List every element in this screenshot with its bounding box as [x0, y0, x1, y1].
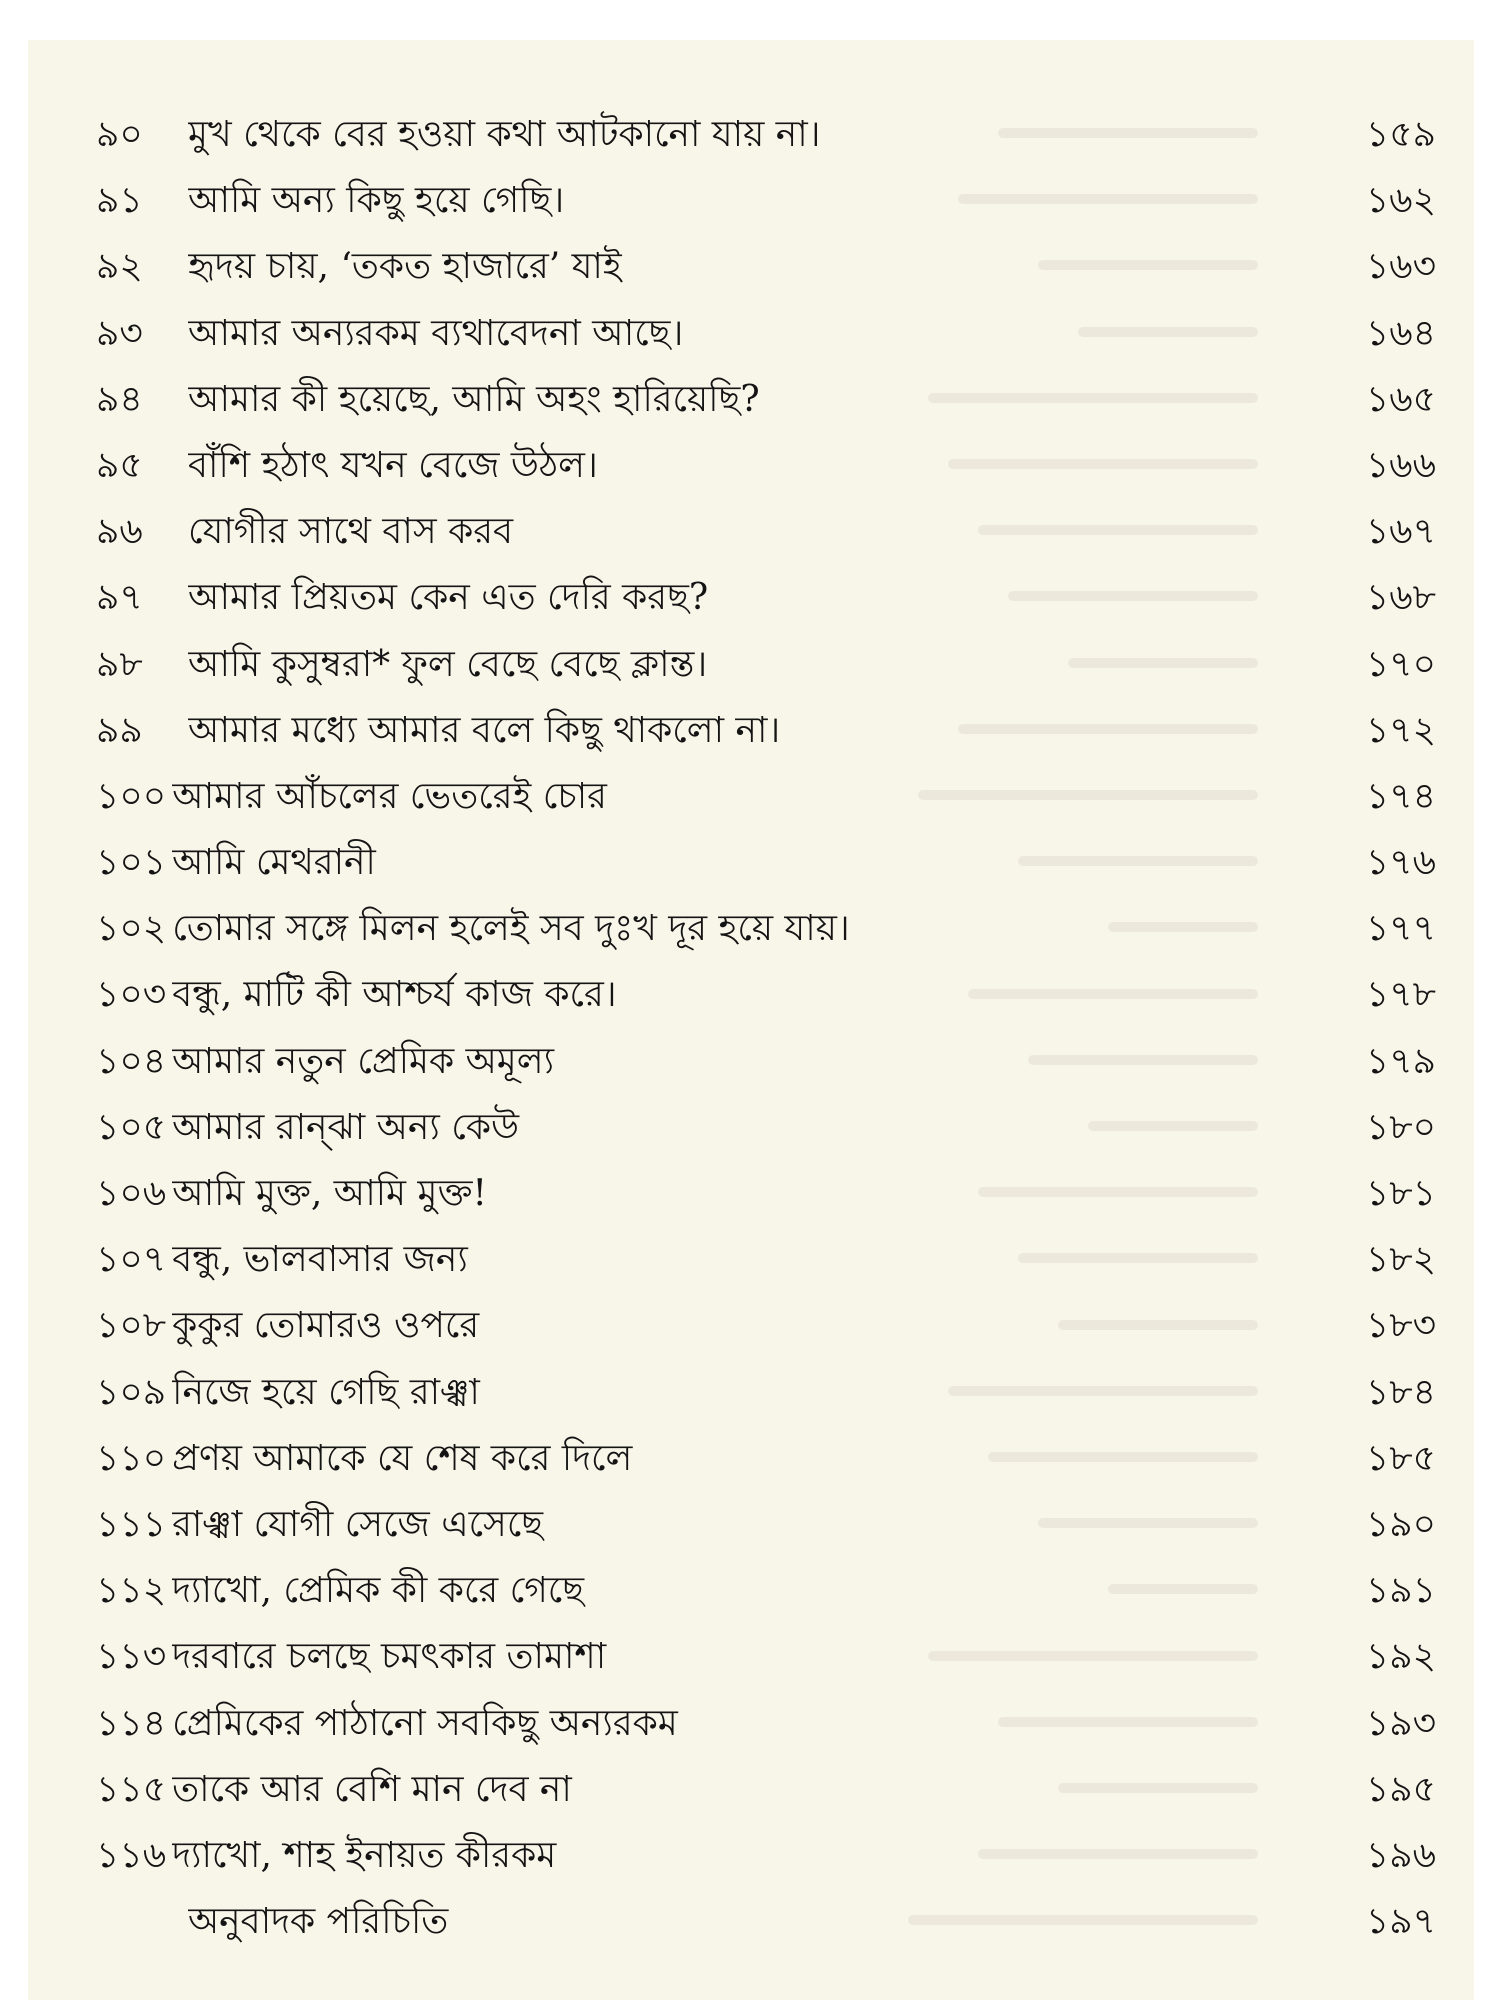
toc-entry-page: ১৭৪ [1365, 775, 1436, 817]
toc-entry-number: ১০৯ [96, 1371, 167, 1413]
toc-entry [96, 234, 1436, 300]
toc-entry-title: বন্ধু, মাটি কী আশ্চর্য কাজ করে। [172, 974, 617, 1016]
toc-entry-page: ১৮৪ [1365, 1371, 1436, 1413]
toc-entry-number: ১১৬ [96, 1834, 167, 1876]
toc-entry-number: ৯১ [96, 180, 143, 222]
toc-entry-title: আমার মধ্যে আমার বলে কিছু থাকলো না। [188, 709, 781, 751]
toc-entry-title: আমার নতুন প্রেমিক অমূল্য [172, 1040, 555, 1082]
toc-entry-title: মুখ থেকে বের হওয়া কথা আটকানো যায় না। [188, 114, 821, 155]
toc-entry-title: আমি মুক্ত, আমি মুক্ত! [172, 1173, 487, 1214]
toc-entry [96, 830, 1436, 896]
toc-entry [96, 1691, 1436, 1757]
toc-entry-page: ১৬৭ [1365, 511, 1436, 553]
toc-entry-number: ১০৮ [96, 1305, 167, 1347]
toc-entry-number: ৯৬ [96, 511, 143, 553]
toc-entry-number: ৯৫ [96, 444, 143, 486]
toc-entry [96, 1426, 1436, 1492]
toc-entry [96, 499, 1436, 565]
toc-entry-title: তাকে আর বেশি মান দেব না [172, 1768, 572, 1810]
toc-entry-title: অনুবাদক পরিচিতি [188, 1901, 449, 1943]
toc-entry-number: ১১২ [96, 1570, 167, 1612]
table-of-contents [96, 102, 1436, 1955]
toc-entry-page: ১৯০ [1365, 1503, 1436, 1545]
toc-entry-number: ৯২ [96, 246, 143, 288]
toc-entry [96, 1757, 1436, 1823]
toc-entry-number: ১১১ [96, 1503, 167, 1545]
toc-entry-page: ১৭৭ [1365, 908, 1436, 950]
toc-entry-title: আমার রান্ঝা অন্য কেউ [172, 1106, 520, 1148]
toc-entry-title: তোমার সঙ্গে মিলন হলেই সব দুঃখ দূর হয়ে যায়। [172, 908, 850, 950]
toc-entry-page: ১৯৩ [1365, 1702, 1436, 1744]
toc-entry-title: আমার আঁচলের ভেতরেই চোর [172, 775, 607, 817]
toc-entry-number: ১০৬ [96, 1173, 167, 1214]
toc-entry-number: ৯৯ [96, 709, 143, 751]
toc-entry [96, 301, 1436, 367]
toc-entry [96, 565, 1436, 631]
toc-entry-page: ১৬৬ [1365, 444, 1436, 486]
toc-entry-number: ১১৫ [96, 1768, 167, 1810]
toc-entry-number: ৯০ [96, 114, 143, 155]
toc-entry-title: কুকুর তোমারও ওপরে [172, 1305, 480, 1347]
toc-entry-title: আমি কুসুম্বরা* ফুল বেছে বেছে ক্লান্ত। [188, 643, 708, 685]
toc-entry-title: প্রণয় আমাকে যে শেষ করে দিলে [172, 1437, 633, 1479]
toc-entry [96, 1161, 1436, 1227]
toc-entry-page: ১৭২ [1365, 709, 1436, 751]
toc-entry-title: আমার প্রিয়তম কেন এত দেরি করছ? [188, 577, 709, 619]
toc-entry [96, 433, 1436, 499]
toc-entry-page: ১৯৭ [1365, 1901, 1436, 1943]
toc-entry-page: ১৯৫ [1365, 1768, 1436, 1810]
toc-entry-number: ৯৭ [96, 577, 143, 619]
toc-entry-page: ১৬২ [1365, 180, 1436, 222]
toc-entry [96, 1095, 1436, 1161]
toc-entry-page: ১৯১ [1365, 1570, 1436, 1612]
toc-entry-page: ১৭০ [1365, 643, 1436, 685]
toc-entry-number: ১০৩ [96, 974, 167, 1016]
toc-entry-title: যোগীর সাথে বাস করব [188, 511, 514, 553]
toc-entry [96, 1227, 1436, 1293]
toc-entry [96, 367, 1436, 433]
toc-entry-title: আমার অন্যরকম ব্যথাবেদনা আছে। [188, 312, 684, 354]
toc-entry [96, 698, 1436, 764]
toc-entry-number: ১১০ [96, 1437, 167, 1479]
toc-entry-title: হৃদয় চায়, ‘তকত হাজারে’ যাই [188, 246, 622, 288]
toc-entry-title: আমি অন্য কিছু হয়ে গেছি। [188, 180, 565, 222]
toc-entry [96, 1029, 1436, 1095]
toc-entry-page: ১৬৩ [1365, 246, 1436, 288]
toc-entry-number: ১০১ [96, 842, 167, 884]
toc-entry [96, 1492, 1436, 1558]
toc-entry-page: ১৬৪ [1365, 312, 1436, 354]
toc-entry-page: ১৯২ [1365, 1636, 1436, 1678]
toc-entry-page: ১৫৯ [1365, 114, 1436, 155]
toc-entry-number: ১১৩ [96, 1636, 167, 1678]
toc-entry-page: ১৭৬ [1365, 842, 1436, 884]
toc-entry [96, 1823, 1436, 1889]
toc-entry-number: ৯৩ [96, 312, 143, 354]
toc-entry-number: ৯৪ [96, 378, 143, 420]
toc-entry-page: ১৬৫ [1365, 378, 1436, 420]
toc-entry-page: ১৬৮ [1365, 577, 1436, 619]
toc-entry-title: দ্যাখো, শাহ ইনায়ত কীরকম [172, 1834, 557, 1876]
toc-entry-number: ১১৪ [96, 1702, 167, 1744]
toc-entry-page: ১৯৬ [1365, 1834, 1436, 1876]
toc-entry-title: বাঁশি হঠাৎ যখন বেজে উঠল। [188, 444, 598, 486]
book-page [28, 40, 1474, 2000]
toc-entry-number: ৯৮ [96, 643, 143, 685]
toc-entry [96, 632, 1436, 698]
toc-entry [96, 1558, 1436, 1624]
toc-entry [96, 102, 1436, 168]
toc-entry-title: বন্ধু, ভালবাসার জন্য [172, 1239, 468, 1281]
toc-entry-page: ১৮০ [1365, 1106, 1436, 1148]
toc-entry-title: দরবারে চলছে চমৎকার তামাশা [172, 1636, 607, 1678]
toc-entry-page: ১৭৮ [1365, 974, 1436, 1016]
toc-entry-title: প্রেমিকের পাঠানো সবকিছু অন্যরকম [172, 1702, 678, 1744]
toc-entry-page: ১৮৩ [1365, 1305, 1436, 1347]
toc-entry [96, 1889, 1436, 1955]
toc-entry-page: ১৮২ [1365, 1239, 1436, 1281]
toc-entry [96, 764, 1436, 830]
toc-entry-title: রাঞ্ঝা যোগী সেজে এসেছে [172, 1503, 544, 1545]
toc-entry-title: আমি মেথরানী [172, 842, 376, 884]
toc-entry [96, 1360, 1436, 1426]
toc-entry-page: ১৮৫ [1365, 1437, 1436, 1479]
toc-entry [96, 962, 1436, 1028]
toc-entry-number: ১০৭ [96, 1239, 167, 1281]
toc-entry-number: ১০৫ [96, 1106, 167, 1148]
toc-entry-title: আমার কী হয়েছে, আমি অহং হারিয়েছি? [188, 378, 760, 420]
toc-entry-page: ১৮১ [1365, 1173, 1436, 1214]
toc-entry-number: ১০২ [96, 908, 167, 950]
toc-entry-title: নিজে হয়ে গেছি রাঞ্ঝা [172, 1371, 480, 1413]
toc-entry [96, 1624, 1436, 1690]
toc-entry-title: দ্যাখো, প্রেমিক কী করে গেছে [172, 1570, 585, 1612]
toc-entry [96, 1293, 1436, 1359]
toc-entry [96, 896, 1436, 962]
toc-entry-number: ১০৪ [96, 1040, 167, 1082]
toc-entry-number: ১০০ [96, 775, 167, 817]
toc-entry [96, 168, 1436, 234]
toc-entry-page: ১৭৯ [1365, 1040, 1436, 1082]
